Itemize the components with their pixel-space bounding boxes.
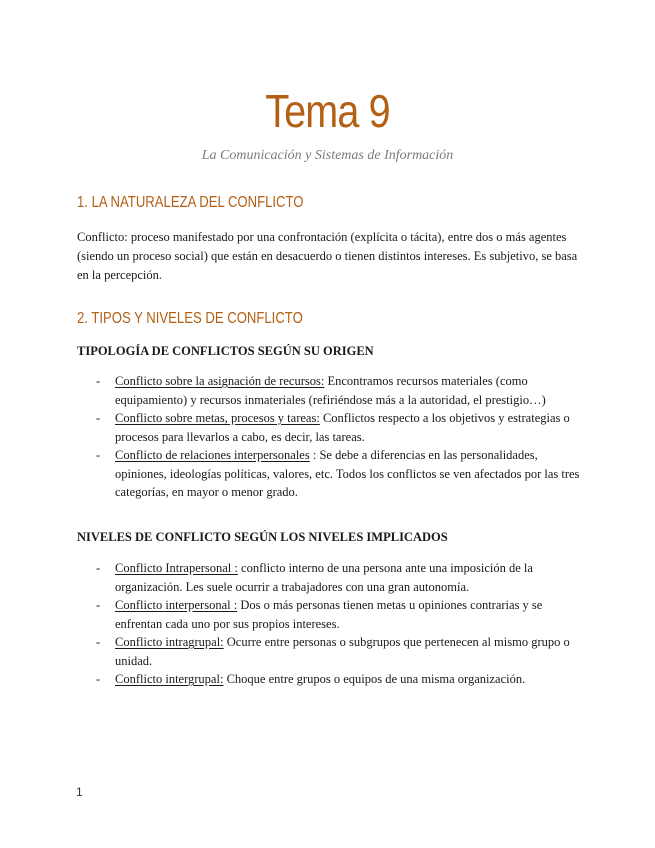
levels-list [77, 559, 583, 689]
levels-heading: NIVELES DE CONFLICTO SEGÚN LOS NIVELES IMPLICADOS [77, 530, 448, 544]
typology-heading: TIPOLOGÍA DE CONFLICTOS SEGÚN SU ORIGEN [77, 344, 374, 358]
bullet-dash: - [96, 448, 101, 462]
bullet-dash: - [96, 635, 101, 649]
list-item [77, 372, 583, 409]
bullet-dash: - [96, 672, 101, 686]
list-item-term: Conflicto intragrupal: [115, 635, 224, 649]
bullet-dash: - [96, 561, 101, 575]
definition-paragraph: Conflicto: proceso manifestado por una confrontación (explícita o tácita), entre dos o más agentes (siendo un proceso social) que están en desacuerdo o tienen distintos intereses. Es subjetivo, se basa en la percepción. [77, 230, 578, 282]
list-item-term: Conflicto sobre la asignación de recursos: [115, 374, 325, 388]
list-item-term: Conflicto interpersonal : [115, 598, 238, 612]
section-heading-naturaleza: 1. LA NATURALEZA DEL CONFLICTO [77, 194, 304, 211]
list-item-text: Encontramos recursos materiales (como equipamiento) y recursos inmateriales (refiriéndose más a la autoridad, el prestigio…) [115, 374, 546, 407]
list-item [77, 596, 583, 633]
section-heading-tipos: 2. TIPOS Y NIVELES DE CONFLICTO [77, 310, 303, 327]
list-item-text: Conflictos respecto a los objetivos y estrategias o procesos para llevarlos a cabo, es decir, las tareas. [115, 411, 570, 444]
list-item [77, 446, 583, 502]
list-item-term: Conflicto intergrupal: [115, 672, 224, 686]
bullet-dash: - [96, 598, 101, 612]
list-item-text: Choque entre grupos o equipos de una misma organización. [223, 672, 526, 686]
list-item [77, 409, 583, 446]
bullet-dash: - [96, 374, 101, 388]
list-item-term: Conflicto sobre metas, procesos y tareas: [115, 411, 320, 425]
list-item-text: Ocurre entre personas o subgrupos que pertenecen al mismo grupo o unidad. [115, 635, 570, 668]
list-item [77, 633, 583, 670]
list-item-term: Conflicto de relaciones interpersonales [115, 448, 310, 462]
page-title: Tema 9 [265, 85, 390, 137]
list-item-text: Dos o más personas tienen metas u opiniones contrarias y se enfrentan cada uno por sus propios intereses. [115, 598, 543, 631]
list-item-term: Conflicto Intrapersonal : [115, 561, 238, 575]
list-item-text: conflicto interno de una persona ante una imposición de la organización. Les suele ocurrir a trabajadores con una gran autonomía. [115, 561, 533, 594]
list-item [77, 670, 583, 689]
list-item [77, 559, 583, 596]
typology-list [77, 372, 583, 502]
bullet-dash: - [96, 411, 101, 425]
page-subtitle: La Comunicación y Sistemas de Información [201, 148, 454, 163]
page-number: 1 [76, 785, 83, 799]
list-item-text: : Se debe a diferencias en las personalidades, opiniones, ideologías políticas, valores, etc. Todos los conflictos se ven afectados por las tres categorías, en mayor o menor grado. [115, 448, 580, 499]
